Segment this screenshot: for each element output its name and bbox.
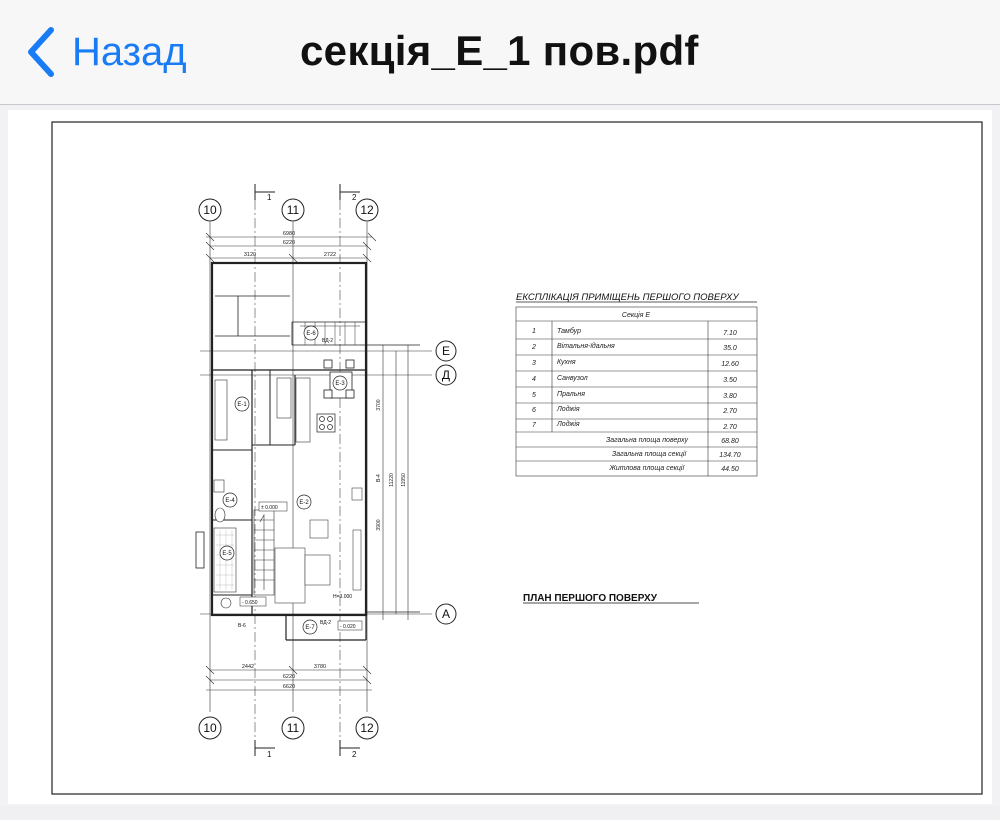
dim-bottom-total: 6620 <box>282 684 296 690</box>
dim-top-total: 6980 <box>282 231 296 237</box>
kitchen-units <box>215 378 310 442</box>
total-section-value: 134.70 <box>719 452 741 459</box>
row-1-area: 7.10 <box>723 330 737 337</box>
sheet-frame <box>52 122 982 794</box>
level-mark-zero: ± 0.000 <box>261 505 278 511</box>
misc-label-b6: В-6 <box>238 623 246 629</box>
row-6-num: 6 <box>532 407 536 414</box>
room-label-E5: Е-5 <box>222 551 232 557</box>
row-7-area: 2.70 <box>723 424 737 431</box>
dim-top-right: 2722 <box>323 252 337 258</box>
pdf-page[interactable] <box>8 110 992 804</box>
staircase <box>254 510 274 595</box>
row-3-name: Кухня <box>557 359 576 366</box>
total-floor-value: 68.80 <box>721 438 739 445</box>
row-4-num: 4 <box>532 376 536 383</box>
room-label-E3: Е-3 <box>335 381 345 387</box>
dim-bottom-inner: 6220 <box>282 674 296 680</box>
room-label-E6: Е-6 <box>306 331 316 337</box>
total-floor-label: Загальна площа поверху <box>605 437 688 444</box>
navigation-bar <box>0 0 1000 105</box>
floor-plan-sheet <box>8 110 992 804</box>
row-7-name: Лоджія <box>557 421 580 428</box>
back-label: Назад <box>72 29 187 74</box>
dim-right-4: 3900 <box>376 519 382 531</box>
axis-label-A: А <box>441 607 451 621</box>
row-4-name: Санвузол <box>557 375 588 382</box>
plan-title: ПЛАН ПЕРШОГО ПОВЕРХУ <box>523 593 657 604</box>
misc-label-vd2-bottom: ВД-2 <box>320 620 332 626</box>
section-mark-2-top: 2 <box>352 193 357 202</box>
dim-right-3: 11950 <box>401 473 407 487</box>
row-3-num: 3 <box>532 360 536 367</box>
row-1-num: 1 <box>532 328 536 335</box>
row-2-name: Вітальня-їдальня <box>557 343 615 350</box>
row-5-area: 3.80 <box>723 393 737 400</box>
row-2-num: 2 <box>532 344 536 351</box>
dim-bottom-mid: 3780 <box>313 664 327 670</box>
axis-label-top-11: 11 <box>286 203 300 217</box>
row-6-area: 2.70 <box>723 408 737 415</box>
explication-section-header: Секція Е <box>621 312 651 319</box>
room-label-E2: Е-2 <box>299 500 309 506</box>
kitchen-stove <box>317 414 335 432</box>
back-button[interactable] <box>24 22 187 82</box>
misc-label-b4: В-4 <box>376 474 382 482</box>
level-mark-height: Н=3.000 <box>333 594 353 600</box>
section-mark-1-bottom: 1 <box>267 750 272 759</box>
living-room-furniture <box>275 488 362 603</box>
explication-title: ЕКСПЛІКАЦІЯ ПРИМІЩЕНЬ ПЕРШОГО ПОВЕРХУ <box>516 292 739 303</box>
total-section-label: Загальна площа секції <box>611 451 686 458</box>
room-label-E4: Е-4 <box>225 498 235 504</box>
axis-label-top-12: 12 <box>360 203 374 217</box>
bottom-edge <box>0 806 1000 820</box>
living-area-value: 44.50 <box>721 466 739 473</box>
dim-top-inner: 6220 <box>282 240 296 246</box>
row-2-area: 35.0 <box>723 345 737 352</box>
grid-axes <box>200 222 432 712</box>
living-area-label: Житлова площа секції <box>609 465 684 472</box>
row-5-num: 5 <box>532 392 536 399</box>
chevron-left-icon <box>24 24 58 80</box>
document-title: секція_Е_1 пов.pdf <box>300 27 699 74</box>
row-6-name: Лоджія <box>557 406 580 413</box>
row-7-num: 7 <box>532 422 536 429</box>
row-3-area: 12.60 <box>721 361 739 368</box>
row-4-area: 3.50 <box>723 377 737 384</box>
dim-right-2: 11220 <box>389 473 395 487</box>
room-label-E7: Е-7 <box>305 625 315 631</box>
axis-label-bottom-11: 11 <box>286 721 300 735</box>
axis-label-E: Е <box>441 344 451 358</box>
dimension-lines-top <box>206 233 376 262</box>
axis-label-bottom-12: 12 <box>360 721 374 735</box>
dim-bottom-left: 2442 <box>241 664 255 670</box>
level-mark-020: - 0.020 <box>340 624 356 630</box>
dim-top-left: 3120 <box>243 252 257 258</box>
dim-right-1: 3700 <box>376 399 382 411</box>
axis-label-D: Д <box>441 368 451 382</box>
section-mark-1-top: 1 <box>267 193 272 202</box>
misc-label-vd2-top: ВД-2 <box>322 338 334 344</box>
section-mark-2-bottom: 2 <box>352 750 357 759</box>
entry-door <box>196 532 204 568</box>
row-1-name: Тамбур <box>557 328 581 335</box>
room-label-E1: Е-1 <box>237 402 247 408</box>
row-5-name: Пральня <box>557 391 585 398</box>
level-mark-650: - 0.650 <box>242 600 258 606</box>
axis-label-bottom-10: 10 <box>203 721 217 735</box>
axis-label-top-10: 10 <box>203 203 217 217</box>
